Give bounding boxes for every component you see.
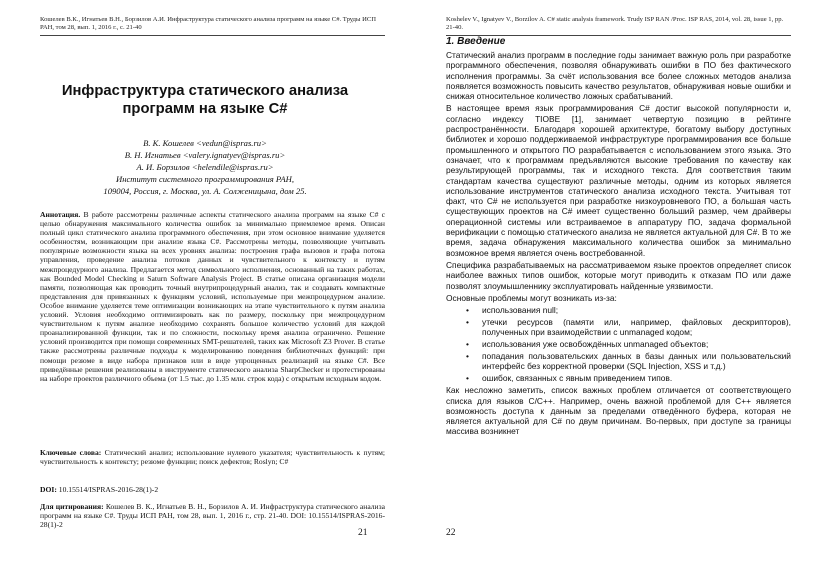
address: 109004, Россия, г. Москва, ул. А. Солженицына, дом 25. (103, 186, 307, 196)
abstract-label: Аннотация. (40, 210, 81, 219)
section-heading: 1. Введение (446, 36, 506, 47)
citation (40, 502, 385, 529)
page-number: 22 (446, 528, 456, 538)
page-number: 21 (358, 528, 368, 538)
citation-text: Кошелев В. К., Игнатьев В. Н., Борзилов А. И. Инфраструктура статического анализа программ на языке C#. Труды ИСП РАН, том 28, вып. 1, 2016 г., стр. 21-40. DOI: 10.15514/ISPRAS-2016-28(1)-2 (40, 502, 385, 530)
keywords-text: Статический анализ; использование нулевого указателя; чувствительность к путям; чувствительность к контексту; резюме функции; поиск дефектов; Roslyn; C# (40, 448, 385, 467)
paragraph-1: Статический анализ программ в последние годы занимает важную роль при разработке программного обеспечения, позволяя обнаруживать ошибки в ПО без фактического исполнения программы. За счёт использования все более сложных методов анализа появляется возможность повысить качество результатов, обнаруживая новые ошибки и снижая относительное количество ложных срабатываний. (446, 50, 791, 102)
paragraph-2: В настоящее время язык программирования C# достиг высокой популярности и, согласно индексу TIOBE [1], занимает четвертую позицию в рейтинге распространённости. Благодаря хорошей архитектуре, богатому выбору доступных библиотек и хорошо поддерживаемой инфраструктуре программирования все больше промышленного и открытого ПО разрабатывается с использованием этого языка. Это означает, что к программам предъявляются высокие требования по качеству как результирующей программы, так и исходного текста. Для соответствия таким стандартам качества существуют различные методы, одним из которых является использование инструментов статического анализа исходного текста. Учитывая тот факт, что C# не используется при разработке низкоуровневого ПО, а большая часть существующих проектов на C# имеет существенно больший размер, чем драйверы операционной системы или встраиваемое в аппаратуру ПО, задача формальной верификации с помощью статического анализа не является актуальной для C#. В то же время, задача обнаружения максимального количества ошибок за минимально возможное время является очень востребованной. (446, 103, 791, 258)
list-item: • попадания пользовательских данных в базы данных или пользовательский интерфейс без корректной проверки (SQL Injection, XSS и т.д.) (466, 350, 791, 372)
paragraph-5: Как несложно заметить, список важных проблем отличается от соответствующего списка для языков C/C++. Например, очень важной проблемой для C++ является возможность доступа к данным за пределами отведённого буфера, которая не является актуальной для C# по двум причинам. Во-первых, при доступе за границы массива возникнет (446, 385, 791, 437)
bullet-icon: • (466, 305, 469, 316)
author-1: В. К. Кошелев <vedun@ispras.ru> (143, 138, 267, 148)
institute: Институт системного программирования РАН, (116, 174, 294, 184)
body-text (446, 50, 791, 439)
paper-title-line1: Инфраструктура статического анализа (61, 83, 349, 99)
keywords-label: Ключевые слова: (40, 448, 102, 457)
list-item: • использования уже освобождённых unmanaged объектов; (466, 339, 709, 350)
header-rule (40, 35, 385, 36)
running-header: Koshelev V., Ignatyev V., Borzilov A. C# static analysis framework. Trudy ISP RAN /Proc. ISP RAS, 2014, vol. 28, issue 1, pp. 21-40. (446, 16, 784, 32)
paper-title-line2: программ на языке C# (122, 101, 288, 117)
right-page (410, 0, 820, 579)
keywords (40, 448, 385, 466)
problem-list (446, 305, 791, 383)
doi-text: 10.15514/ISPRAS-2016-28(1)-2 (58, 485, 159, 494)
doi (40, 485, 385, 494)
abstract-text: В работе рассмотрены различные аспекты статического анализа программ на языке C# с целью обнаружения максимального количества ошибок за минимально приемлемое время. Описан полный цикл статического анализа программного обеспечения, при этом основное внимание уделяется особенностям, возникающим при анализе языка C#. Рассмотрены методы, позволяющие учитывать популярные возможности языка на всех уровнях анализа: построения графа вызовов и графа потока управления, проведение анализа потоков данных и чувствительного к контексту и путям межпроцедурного анализа. Предлагается метод символьного исполнения, основанный на таких работах, как Bounded Model Checking и Saturn Software Analysis Project. В статье описана организация модели памяти, позволяющая как проводить точный внутрипроцедурный анализ, так и создавать компактные представления для привязанных к функциям условий, используемые при межпроцедурном анализе. Особое внимание уделяется теме оптимизации возникающих на этапе чувствительного к путям анализа условий. Условия необходимо оптимизировать как по размеру, поскольку при межпроцедурном чувствительном к путям анализе необходимо сохранять большое количество условий для каждой проанализированной функции, так и по сложности, поскольку время анализа ограничено. Решение условий производится при помощи современных SMT-решателей, таких как Microsoft Z3 Prover. В статье также рассмотрены различные подходы к моделированию поведения библиотечных функций: при помощи резюме в виде набора признаков или в виде упрощенных реализаций на языке C#. Все приведённые решения реализованы в инструменте статического анализа SharpChecker и протестированы на наборе проектов различного объема (от 1.5 тыс. до 1.35 млн. строк кода) с открытым исходным кодом. (40, 210, 385, 383)
bullet-icon: • (466, 372, 469, 383)
list-item: • использования null; (466, 305, 559, 316)
paragraph-3: Специфика разрабатываемых на рассматриваемом языке проектов определяет список наиболее важных типов ошибок, которые могут приводить к отказам ПО или даже позволят злоумышленнику эксплуатировать найденные уязвимости. (446, 259, 791, 291)
paragraph-4: Основные проблемы могут возникать из-за: (446, 292, 617, 303)
abstract (40, 210, 385, 383)
author-2: В. Н. Игнатьев <valery.ignatyev@ispras.ru> (124, 150, 286, 160)
author-3: А. И. Борзилов <helendile@ispras.ru> (136, 162, 274, 172)
bullet-icon: • (466, 339, 469, 350)
bullet-icon: • (466, 350, 469, 361)
list-item: • ошибок, связанных с явным приведением типов. (466, 372, 673, 383)
list-item: • утечки ресурсов (памяти или, например, файловых дескрипторов), полученных при взаимодействии с unmanaged кодом; (466, 316, 791, 338)
doi-label: DOI: (40, 485, 57, 494)
citation-label: Для цитирования: (40, 502, 104, 511)
running-header: Кошелев В.К., Игнатьев В.Н., Борзилов А.И. Инфраструктура статического анализа программ на языке С#. Труды ИСП РАН, том 28, вып. 1, 2016 г., с. 21-40 (40, 16, 377, 32)
bullet-icon: • (466, 316, 469, 327)
